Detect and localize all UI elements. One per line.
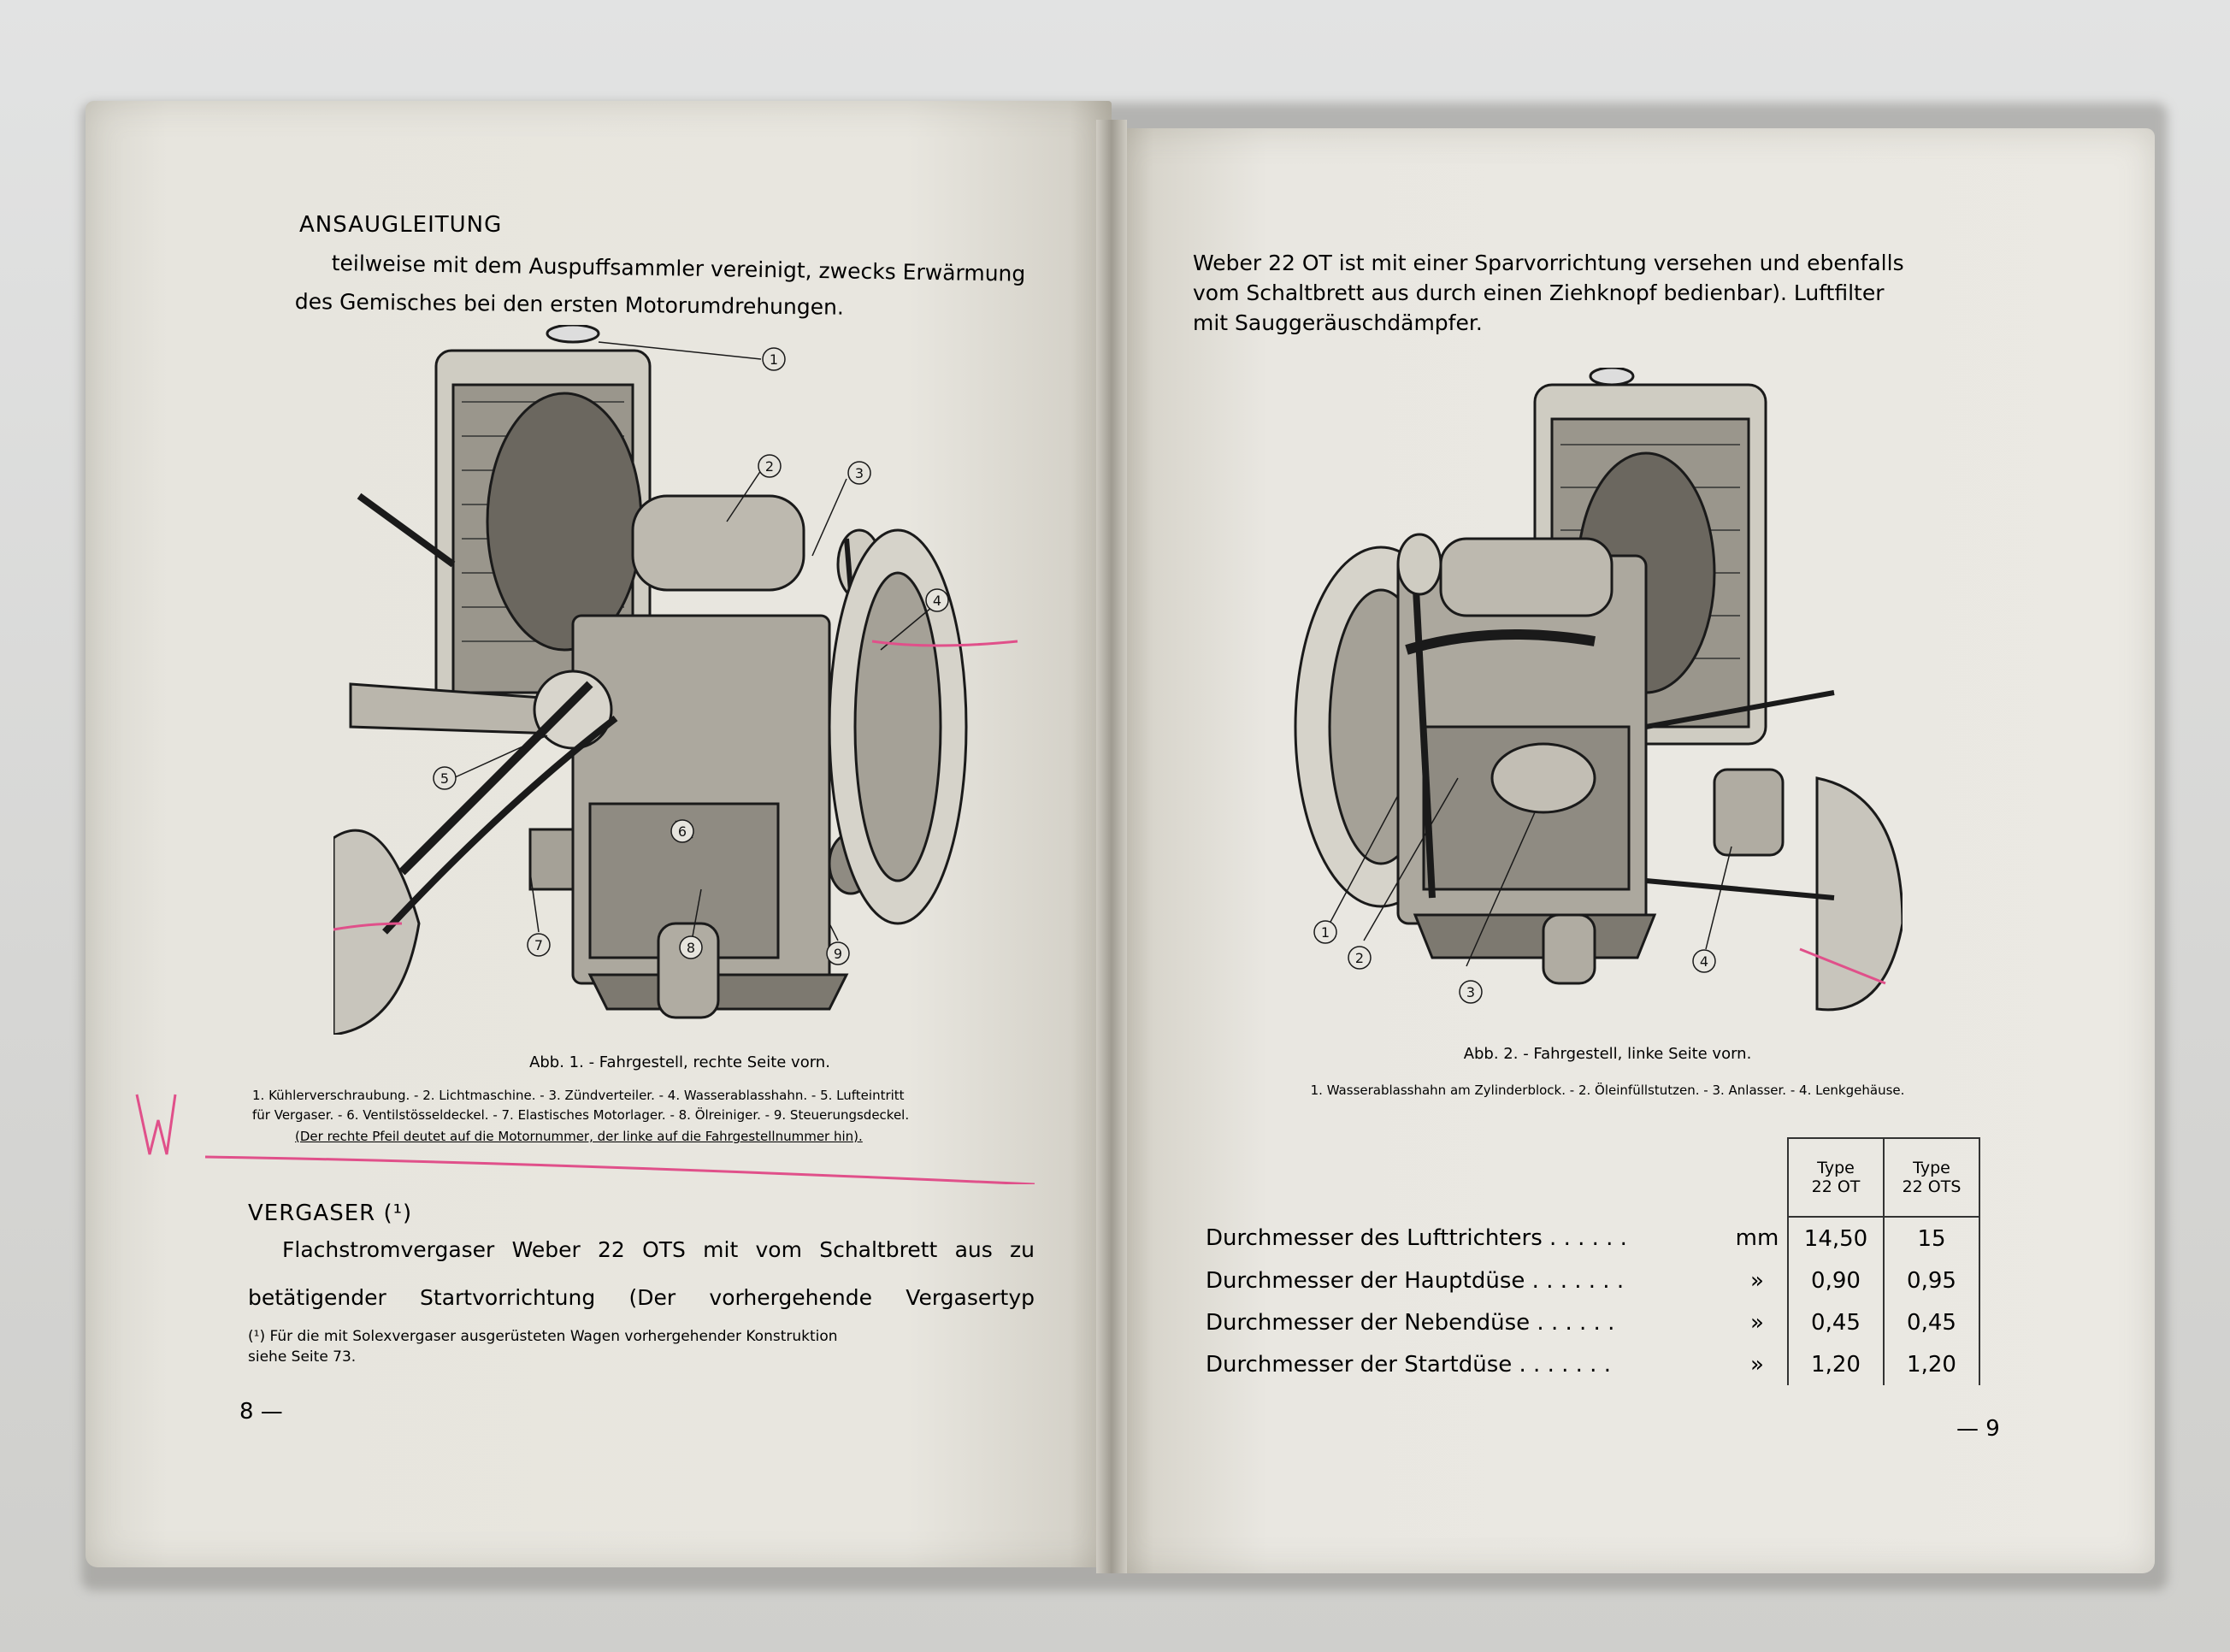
figure1-legend-line1: 1. Kühlerverschraubung. - 2. Lichtmaschine. - 3. Zündverteiler. - 4. Wasserablasshahn. - 5. Lufteintritt xyxy=(252,1088,905,1103)
engine-figure-right-side xyxy=(333,325,1035,1035)
table-header-row xyxy=(1206,1138,1979,1217)
carburetor-line2: betätigender Startvorrichtung (Der vorhergehende Vergasertyp xyxy=(248,1285,1035,1310)
carburetor-spec-table xyxy=(1206,1137,1980,1385)
right-intro-line1: Weber 22 OT ist mit einer Sparvorrichtung versehen und ebenfalls xyxy=(1193,251,1904,275)
figure1-caption: Abb. 1. - Fahrgestell, rechte Seite vorn. xyxy=(529,1053,830,1071)
callout-4: 4 xyxy=(1699,953,1709,970)
left-intro-line2: des Gemisches bei den ersten Motorumdrehungen. xyxy=(294,288,845,320)
left-intro-line1: teilweise mit dem Auspuffsammler vereinigt, zwecks Erwärmung xyxy=(331,250,1026,286)
callout-8: 8 xyxy=(686,940,696,956)
callout-6: 6 xyxy=(677,823,687,840)
callout-2: 2 xyxy=(1354,950,1365,966)
carburetor-heading: VERGASER (¹) xyxy=(248,1201,413,1226)
table-row: Durchmesser des Lufttrichters . . . . . . mm 14,50 15 xyxy=(1206,1217,1979,1260)
right-intro-line2: vom Schaltbrett aus durch einen Ziehknopf bedienbar). Luftfilter xyxy=(1193,280,1885,305)
engine-figure-left-side xyxy=(1287,368,1903,1018)
footnote-line1: (¹) Für die mit Solexvergaser ausgerüsteten Wagen vorhergehender Konstruktion xyxy=(248,1328,838,1345)
table-row: Durchmesser der Hauptdüse . . . . . . . » 0,90 0,95 xyxy=(1206,1260,1979,1301)
left-page-number: 8 — xyxy=(239,1399,283,1425)
figure2-legend: 1. Wasserablasshahn am Zylinderblock. - 2. Öleinfüllstutzen. - 3. Anlasser. - 4. Lenkgehäuse. xyxy=(1310,1083,1905,1098)
callout-3: 3 xyxy=(854,465,864,481)
footnote-line2: siehe Seite 73. xyxy=(248,1348,357,1366)
callout-5: 5 xyxy=(440,770,450,787)
table-row: Durchmesser der Startdüse . . . . . . . » 1,20 1,20 xyxy=(1206,1343,1979,1385)
callout-3: 3 xyxy=(1466,984,1476,1000)
table-row: Durchmesser der Nebendüse . . . . . . » 0,45 0,45 xyxy=(1206,1301,1979,1343)
left-heading: ANSAUGLEITUNG xyxy=(299,212,503,238)
right-intro-line3: mit Sauggeräuschdämpfer. xyxy=(1193,310,1483,335)
right-page-number: — 9 xyxy=(1956,1416,2000,1442)
callout-4: 4 xyxy=(932,593,942,609)
figure1-legend-line3: (Der rechte Pfeil deutet auf die Motornummer, der linke auf die Fahrgestellnummer hin). xyxy=(295,1129,863,1144)
callout-2: 2 xyxy=(764,458,775,475)
carburetor-line1: Flachstromvergaser Weber 22 OTS mit vom Schaltbrett aus zu xyxy=(282,1237,1035,1262)
figure2-caption: Abb. 2. - Fahrgestell, linke Seite vorn. xyxy=(1463,1045,1752,1063)
header-type-22ots: Type 22 OTS xyxy=(1884,1138,1979,1217)
callout-1: 1 xyxy=(1320,924,1330,941)
pink-underline-mark xyxy=(197,1150,1052,1184)
callout-1: 1 xyxy=(769,351,779,368)
header-type-22ot: Type 22 OT xyxy=(1788,1138,1884,1217)
callout-7: 7 xyxy=(534,937,544,953)
book-spine xyxy=(1096,120,1127,1573)
figure1-legend-line2: für Vergaser. - 6. Ventilstösseldeckel. - 7. Elastisches Motorlager. - 8. Ölreiniger. - 9. Steuerungsdeckel. xyxy=(252,1107,910,1123)
pink-margin-mark xyxy=(128,1086,180,1163)
callout-9: 9 xyxy=(833,946,843,962)
